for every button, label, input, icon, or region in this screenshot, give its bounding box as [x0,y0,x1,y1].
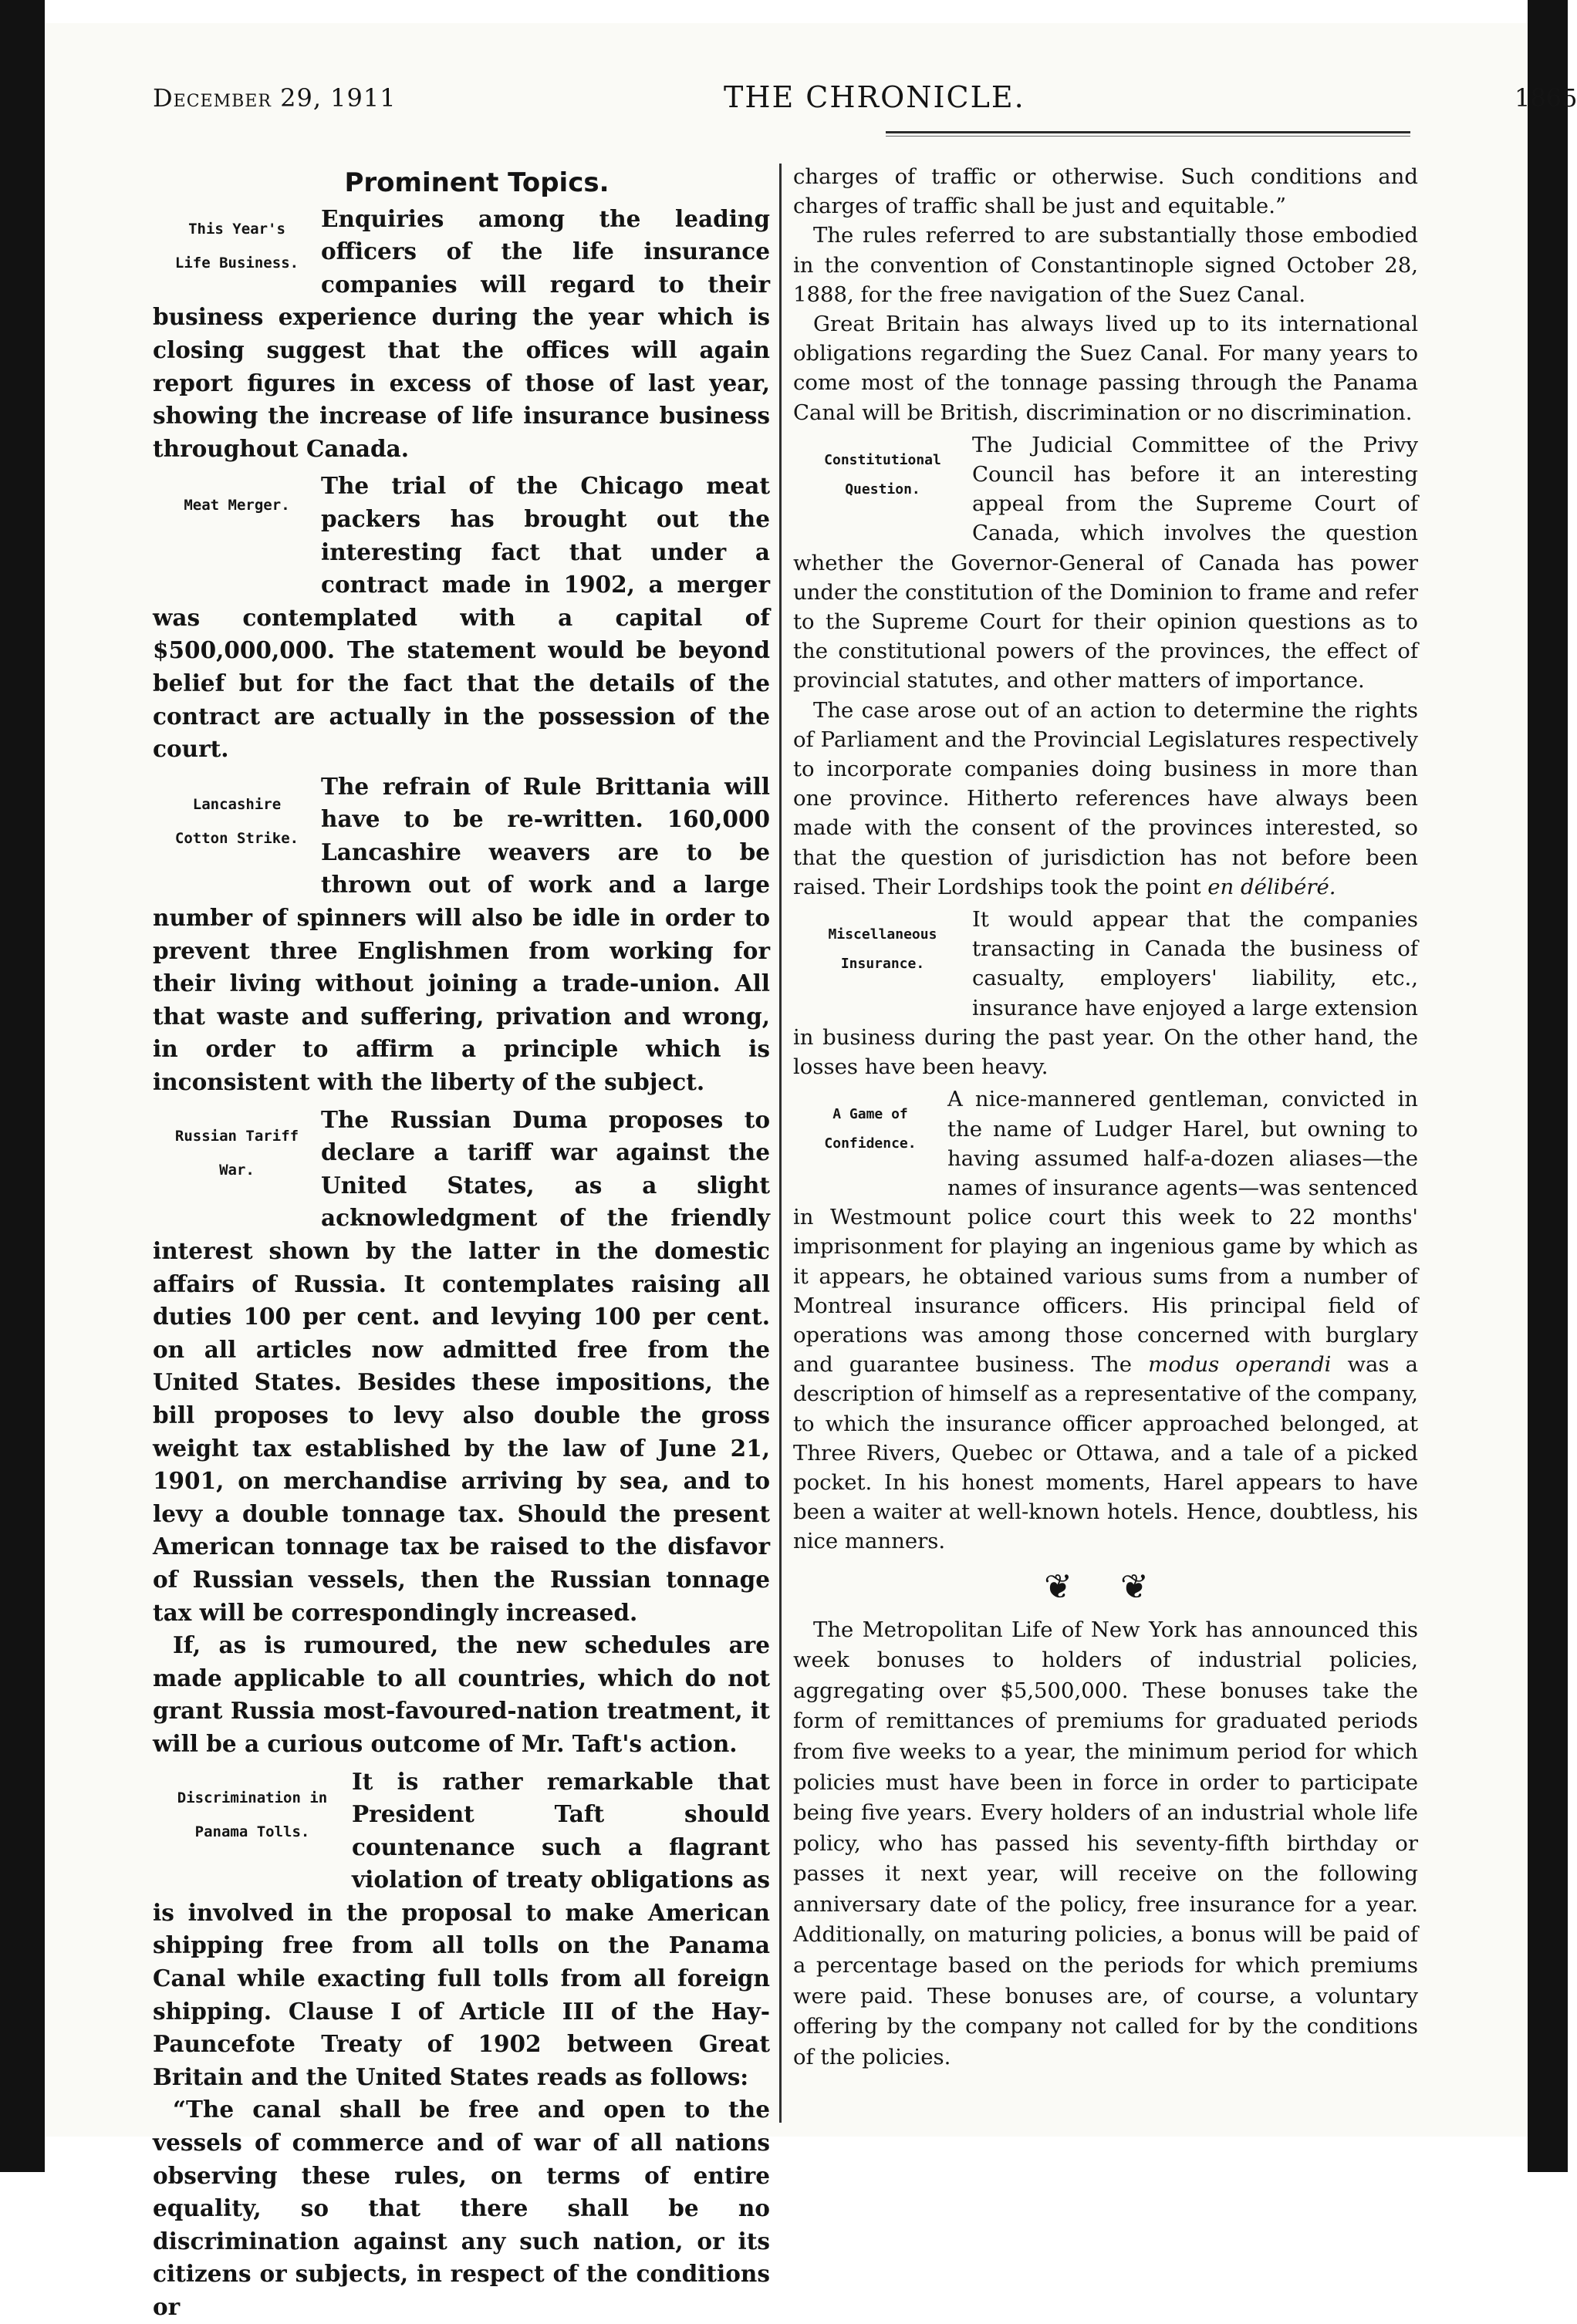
sidehead-confidence [793,1100,947,1159]
header-rule [886,131,1410,133]
scan-edge-left [0,0,45,2172]
ornament-divider: ❦ ❦ [1044,1567,1167,1607]
sidehead-life-business [153,212,321,280]
sidehead-line: Miscellaneous [828,926,937,943]
article-text: Enquiries among the leading officers of the life insurance companies will regard to their business experience during the year which is closing suggest that the offices will again report figures in excess of those of last year, showing the increase of life insurance business throughout Canada. [153,204,770,462]
column-divider [779,164,782,2123]
sidehead-line: Constitutional [824,451,941,468]
sidehead-miscellaneous [793,920,972,979]
text-part: was a description of himself as a representative of the company, to which the insurance officer approached belonged, at Three Rivers, Quebec or Ottawa, and a tale of a picked pocket. In his honest moments, Harel appears to have been a waiter at well-known hotels. Hence, doubtless, his nice manners. [793,1352,1418,1554]
suez-paragraph: The rules referred to are substantially those embodied in the convention of Constantinople signed October 28, 1888, for the free navigation of the Suez Canal. [793,223,1418,307]
right-column [793,162,1418,2073]
sidehead-line: Life Business. [174,254,299,272]
publication-title: THE CHRONICLE. [724,80,1025,114]
quote-continuation: charges of traffic or otherwise. Such conditions and charges of traffic shall be just and equitable.” [793,164,1418,219]
sidehead-line: Meat Merger. [184,497,290,514]
metropolitan-paragraph: The Metropolitan Life of New York has announced this week bonuses to holders of industrial policies, aggregating over $5,500,000. These bonuses take the form of remittances of premiums for graduated periods from five weeks to a year, the minimum period for which policies must have been in force in order to participate being five years. Every holders of an industrial whole life policy, who has passed his seventy-fifth birthday or passes it next year, will receive on the following anniversary date of the policy, free insurance for a year. Additionally, on maturing policies, a bonus will be paid of a percentage based on the periods for which premiums were paid. These bonuses are, of course, a voluntary offering by the company not called for by the conditions of the policies. [793,1617,1418,2069]
article-text: The Russian Duma proposes to declare a tariff war against the United States, as a slight acknowledgment of the friendly interest shown by the latter in the domestic affairs of Russia. It contemplates raising all duties 100 per cent. and levying 100 per cent. on all articles now admitted free from the United States. Besides these impositions, the bill proposes to levy also double the gross weight tax established by the law of June 21, 1901, on merchandise arriving by sea, and to levy a double tonnage tax. Should the present American tonnage tax be raised to the disfavor of Russian vessels, then the Russian tonnage tax will be correspondingly increased. [153,1105,770,1626]
scan-edge-right [1528,0,1568,2172]
sidehead-line: Confidence. [824,1135,917,1152]
followup-text: The case arose out of an action to determine the rights of Parliament and the Provincial Legislatures respectively to incorporate companies doing business in more than one province. Hitherto references have always been made with the consent of the provinces interested, so that the question of jurisdiction has not before been raised. Their Lordships took the point [793,697,1418,899]
sidehead-line: Panama Tolls. [194,1823,310,1840]
sidehead-line: Lancashire [192,795,282,813]
sidehead-line: A Game of [832,1106,908,1123]
text-part: A nice-mannered gentleman, convicted in the name of Ludger Harel, but owning to having assumed half-a-dozen aliases—the names of insurance agents—was sentenced in Westmount police court this week to 22 months' imprisonment for playing an ingenious game by which as it appears, he obtained various sums from a number of Montreal insurance officers. His principal field of operations was among those concerned with burglary and guarantee business. The [793,1087,1418,1378]
article-text: It would appear that the companies transacting in Canada the business of casualty, employers' liability, etc., insurance have enjoyed a large extension in business during the past year. On the other hand, the losses have been heavy. [793,907,1418,1080]
sidehead-constitutional [793,446,972,504]
sidehead-line: War. [219,1161,255,1179]
issue-date: December 29, 1911 [153,83,397,113]
left-column [153,167,770,2324]
page-number: 1865 [1515,83,1577,113]
article-text: The trial of the Chicago meat packers has brought out the interesting fact that under a contract made in 1902, a merger was contemplated with a capital of $500,000,000. The statement would be beyond belief but for the fact that the details of the contract are actually in the possession of the court. [153,472,770,763]
sidehead-line: Question. [845,481,920,498]
sidehead-line: Cotton Strike. [174,829,299,847]
header-rule-left [886,136,1410,137]
britain-paragraph: Great Britain has always lived up to its international obligations regarding the Suez Canal. For many years to come most of the tonnage passing through the Panama Canal will be British, discrimination or no discrimination. [793,312,1418,425]
article-miscellaneous-insurance [793,905,1418,1081]
article-game-of-confidence [793,1084,1418,1556]
sidehead-line: Insurance. [840,956,925,973]
followup-italic: en délibéré. [1207,874,1336,899]
article-text: The refrain of Rule Brittania will have to be re-written. 160,000 Lancashire weavers are to be thrown out of work and a large number of spinners will also be idle in order to prevent three Englishmen from working for their living without joining a trade-union. All that waste and suffering, privation and wrong, in order to affirm a principle which is inconsistent with the liberty of the subject. [153,772,770,1096]
article-cotton-strike [153,771,770,1099]
article-text: The Judicial Committee of the Privy Council has before it an interesting appeal from the Supreme Court of Canada, which involves the question whether the Governor-General of Canada has power under the constitution of the Dominion to frame and refer to the Supreme Court for their opinion questions as to the constitutional powers of the provinces, the effect of provincial statutes, and other matters of importance. [793,432,1418,693]
sidehead-russian-tariff [153,1119,321,1187]
sidehead-line: Discrimination in [177,1789,328,1806]
page-header [153,77,1577,123]
sidehead-cotton-strike [153,788,321,855]
article-life-business [153,203,770,466]
article-meat-merger [153,470,770,765]
article-text: It is rather remarkable that President Taft should countenance such a flagrant violation of treaty obligations as is involved in the proposal to make American shipping free from all tolls on the Panama Canal while exacting full tolls from all foreign shipping. Clause I of Article III of the Hay-Pauncefote Treaty of 1902 between Great Britain and the United States reads as follows: [153,1767,770,2090]
sidehead-panama-tolls [153,1781,352,1849]
italic-part: modus operandi [1148,1352,1332,1378]
sidehead-meat-merger [153,488,321,522]
article-followup [793,696,1418,902]
article-panama-tolls [153,1766,770,2324]
treaty-quote: “The canal shall be free and open to the vessels of commerce and of war of all nations observing these rules, on terms of entire equality, so that there shall be no discrimination against any such nation, or its citizens or subjects, in respect of the conditions or [153,2096,770,2320]
sidehead-line: This Year's [188,220,285,238]
sidehead-line: Russian Tariff [174,1127,299,1145]
article-constitutional-question [793,430,1418,902]
article-russian-tariff [153,1104,770,1761]
section-title: Prominent Topics. [344,167,610,198]
article-followup: If, as is rumoured, the new schedules are made applicable to all countries, which do not grant Russia most-favoured-nation treatment, it will be a curious outcome of Mr. Taft's action. [153,1631,770,1757]
